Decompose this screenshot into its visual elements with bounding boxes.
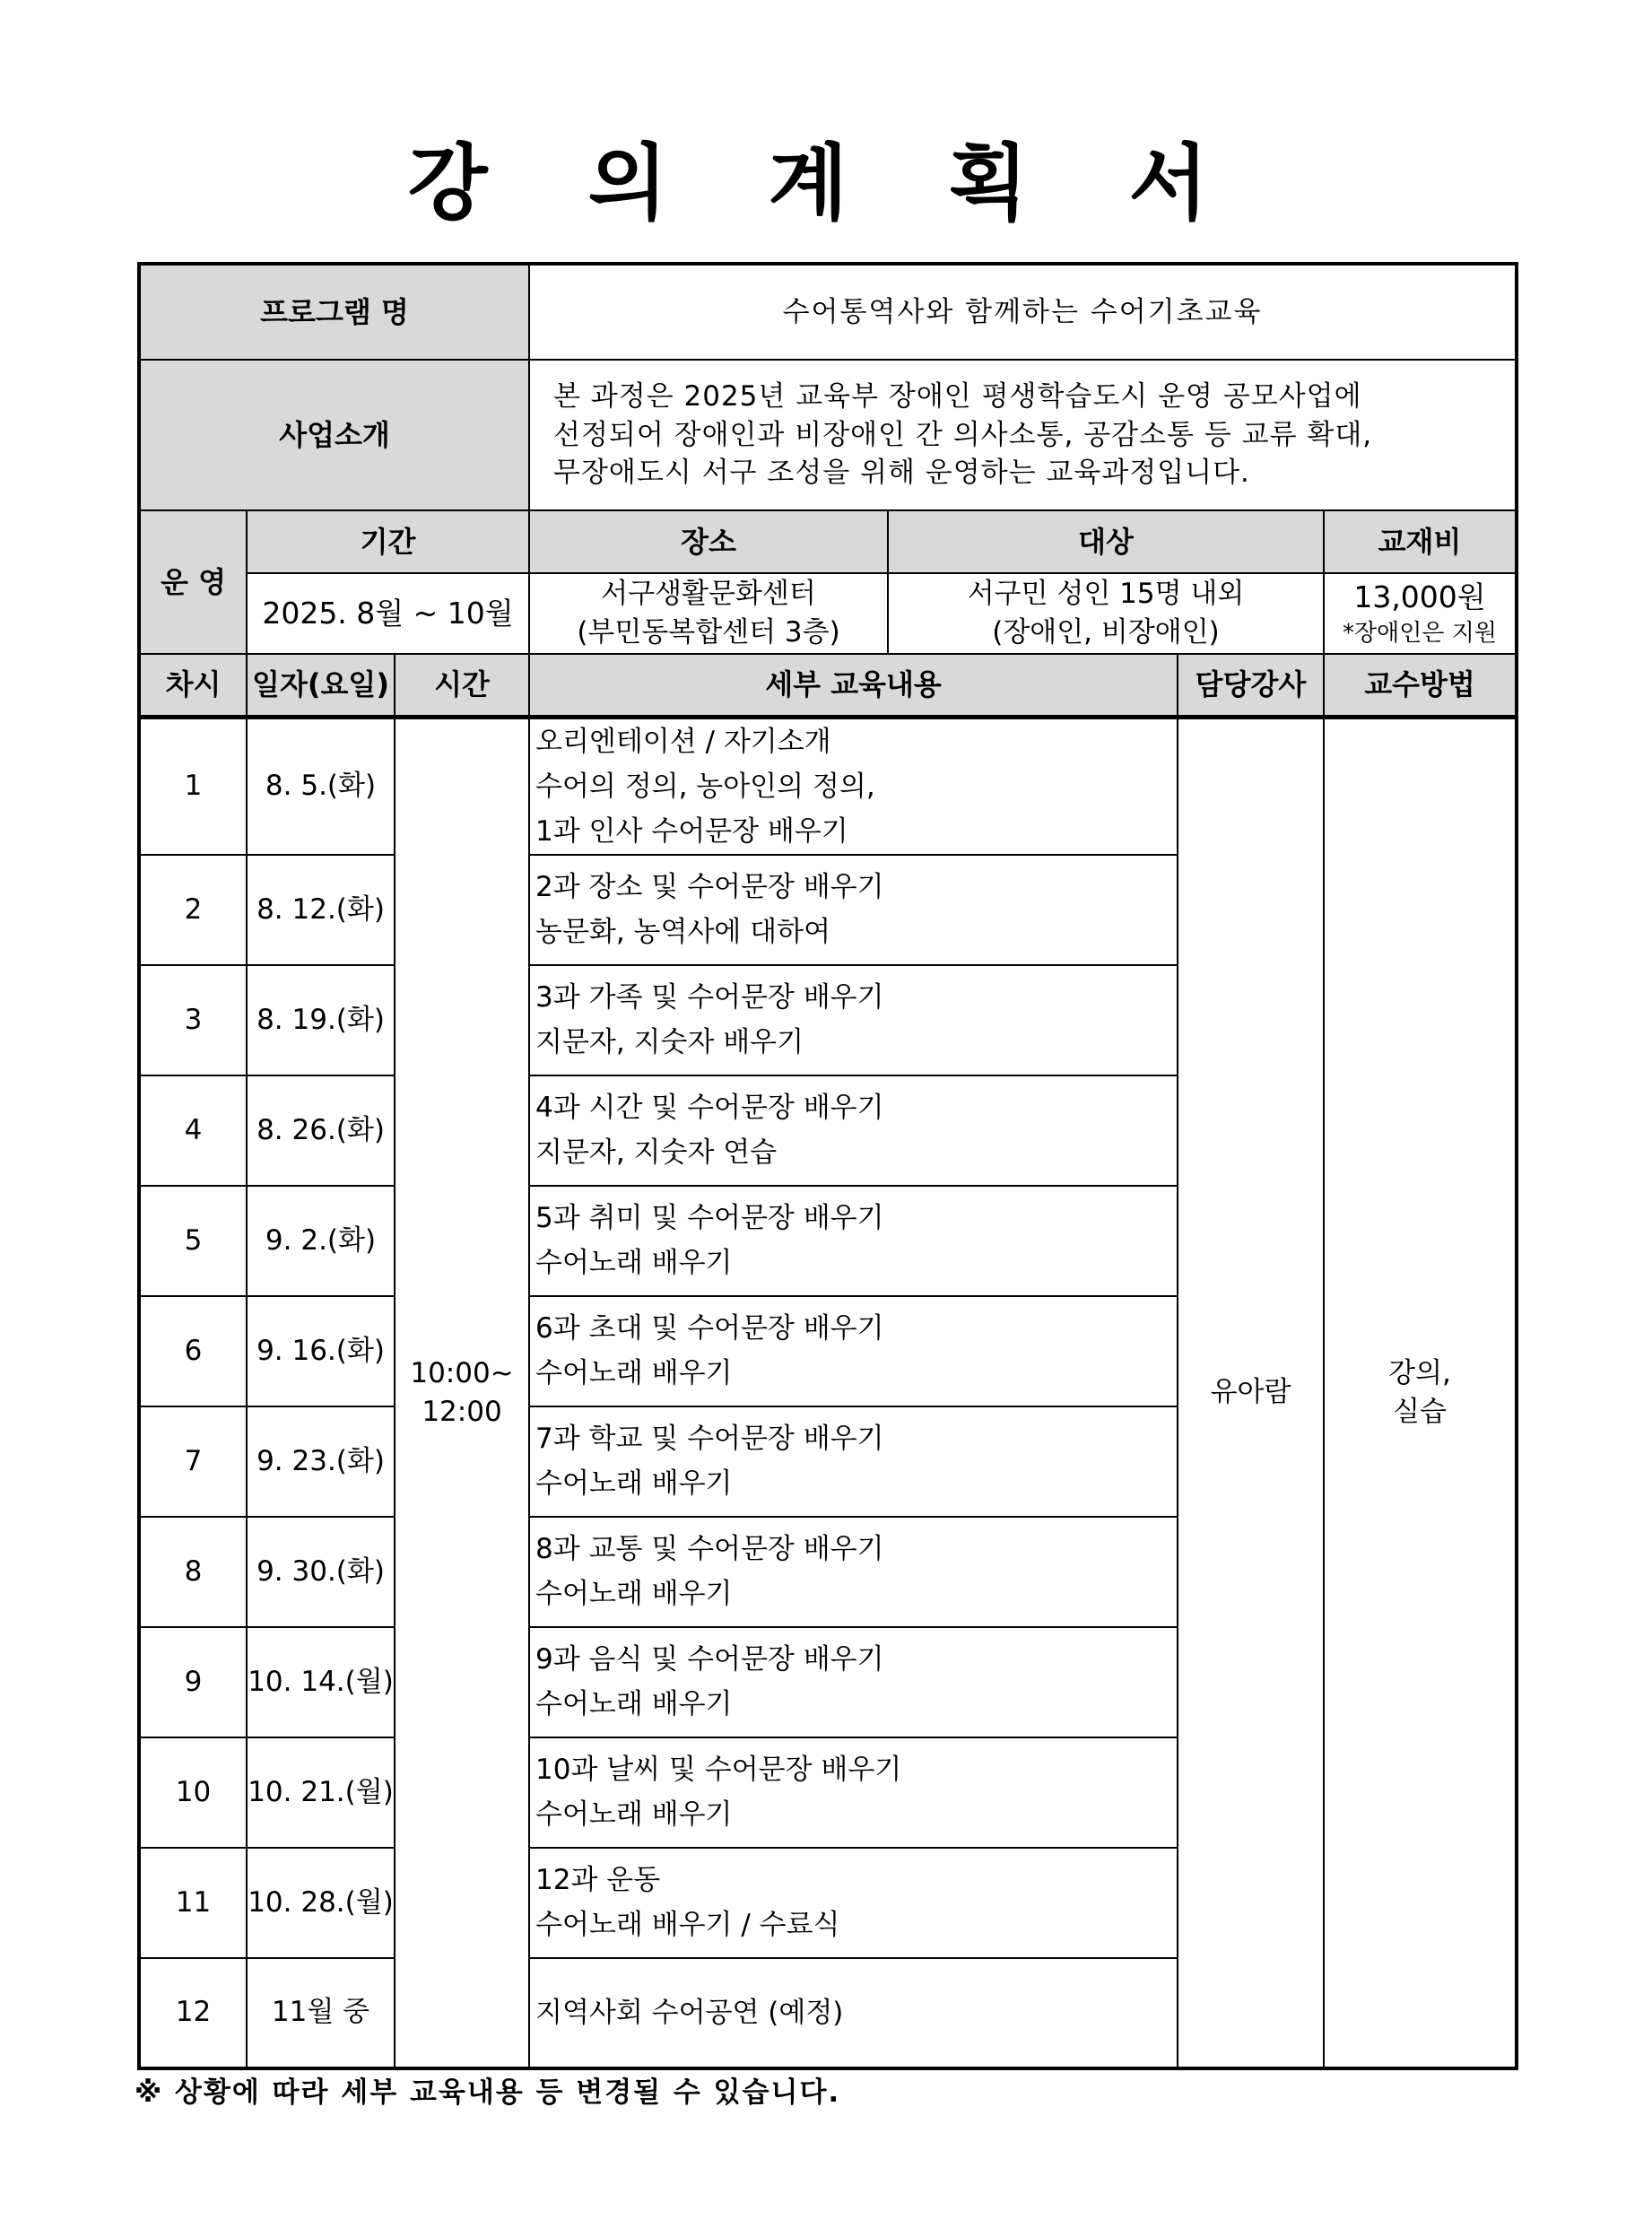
content-line: 수어노래 배우기 bbox=[535, 1688, 733, 1720]
place-line: 서구생활문화센터 bbox=[601, 578, 816, 611]
method-line: 강의, bbox=[1388, 1356, 1451, 1389]
session-number: 1 bbox=[139, 717, 247, 855]
session-content bbox=[529, 717, 1178, 855]
content-line: 수어노래 배우기 bbox=[535, 1467, 733, 1500]
operation-header-row bbox=[139, 510, 1517, 573]
content-line: 수어노래 배우기 bbox=[535, 1247, 733, 1279]
schedule-body bbox=[139, 717, 1517, 2068]
content-line: 오리엔테이션 / 자기소개 bbox=[535, 725, 831, 758]
program-name: 수어통역사와 함께하는 수어기초교육 bbox=[529, 264, 1517, 360]
session-date: 8. 12.(화) bbox=[247, 855, 395, 965]
session-content bbox=[529, 1406, 1178, 1517]
session-content bbox=[529, 1627, 1178, 1737]
operation-values-row bbox=[139, 573, 1517, 654]
content-line: 수어노래 배우기 bbox=[535, 1357, 733, 1389]
time-header: 시간 bbox=[395, 654, 529, 717]
footnote: ※ 상황에 따라 세부 교육내용 등 변경될 수 있습니다. bbox=[135, 2076, 841, 2109]
session-number: 10 bbox=[139, 1737, 247, 1848]
place-header: 장소 bbox=[529, 510, 888, 573]
session-content bbox=[529, 1517, 1178, 1627]
intro-label: 사업소개 bbox=[139, 360, 529, 510]
session-number: 5 bbox=[139, 1186, 247, 1296]
session-number: 12 bbox=[139, 1958, 247, 2068]
date-header: 일자(요일) bbox=[247, 654, 395, 717]
session-content bbox=[529, 1848, 1178, 1958]
content-line: 수어의 정의, 농아인의 정의, bbox=[535, 770, 875, 803]
session-date: 8. 5.(화) bbox=[247, 717, 395, 855]
session-content bbox=[529, 855, 1178, 965]
content-line: 1과 인사 수어문장 배우기 bbox=[535, 814, 848, 848]
session-content bbox=[529, 1075, 1178, 1186]
intro-text bbox=[529, 360, 1517, 510]
session-date: 10. 21.(월) bbox=[247, 1737, 395, 1848]
content-line: 9과 음식 및 수어문장 배우기 bbox=[535, 1643, 884, 1676]
target-header: 대상 bbox=[888, 510, 1324, 573]
content-line: 수어노래 배우기 / 수료식 bbox=[535, 1909, 840, 1941]
session-date: 8. 26.(화) bbox=[247, 1075, 395, 1186]
session-header: 차시 bbox=[139, 654, 247, 717]
intro-line: 무장애도시 서구 조성을 위해 운영하는 교육과정입니다. bbox=[553, 457, 1250, 490]
method-header: 교수방법 bbox=[1324, 654, 1517, 717]
session-content bbox=[529, 1296, 1178, 1406]
place-value bbox=[529, 573, 888, 654]
content-line: 3과 가족 및 수어문장 배우기 bbox=[535, 981, 884, 1014]
session-content bbox=[529, 1958, 1178, 2068]
teaching-method bbox=[1324, 717, 1517, 2068]
intro-line: 본 과정은 2025년 교육부 장애인 평생학습도시 운영 공모사업에 bbox=[553, 379, 1362, 413]
session-date: 9. 16.(화) bbox=[247, 1296, 395, 1406]
fee-header: 교재비 bbox=[1324, 510, 1517, 573]
program-row bbox=[139, 264, 1517, 360]
session-content bbox=[529, 965, 1178, 1075]
method-line: 실습 bbox=[1393, 1395, 1447, 1428]
program-label: 프로그램 명 bbox=[139, 264, 529, 360]
schedule-row bbox=[139, 717, 1517, 855]
session-content bbox=[529, 1737, 1178, 1848]
content-line: 4과 시간 및 수어문장 배우기 bbox=[535, 1092, 884, 1124]
session-number: 3 bbox=[139, 965, 247, 1075]
session-number: 4 bbox=[139, 1075, 247, 1186]
instructor-header: 담당강사 bbox=[1178, 654, 1324, 717]
intro-row bbox=[139, 360, 1517, 510]
target-value bbox=[888, 573, 1324, 654]
content-line: 5과 취미 및 수어문장 배우기 bbox=[535, 1202, 884, 1234]
session-number: 9 bbox=[139, 1627, 247, 1737]
session-content bbox=[529, 1186, 1178, 1296]
content-line: 지문자, 지숫자 연습 bbox=[535, 1136, 778, 1169]
content-line: 2과 장소 및 수어문장 배우기 bbox=[535, 871, 884, 903]
session-date: 10. 28.(월) bbox=[247, 1848, 395, 1958]
content-line: 12과 운동 bbox=[535, 1864, 661, 1896]
session-date: 10. 14.(월) bbox=[247, 1627, 395, 1737]
fee-note: *장애인은 지원 bbox=[1343, 619, 1497, 647]
session-number: 2 bbox=[139, 855, 247, 965]
session-number: 7 bbox=[139, 1406, 247, 1517]
content-line: 수어노래 배우기 bbox=[535, 1578, 733, 1610]
content-line: 10과 날씨 및 수어문장 배우기 bbox=[535, 1754, 902, 1786]
session-number: 11 bbox=[139, 1848, 247, 1958]
session-time bbox=[395, 717, 529, 2068]
time-line: 10:00~ bbox=[410, 1356, 514, 1389]
content-header: 세부 교육내용 bbox=[529, 654, 1178, 717]
session-date: 9. 2.(화) bbox=[247, 1186, 395, 1296]
period-value: 2025. 8월 ~ 10월 bbox=[247, 573, 529, 654]
content-line: 지문자, 지숫자 배우기 bbox=[535, 1026, 804, 1058]
document-title: 강 의 계 획 서 bbox=[407, 135, 1245, 231]
session-date: 8. 19.(화) bbox=[247, 965, 395, 1075]
session-date: 9. 23.(화) bbox=[247, 1406, 395, 1517]
instructor-name: 유아람 bbox=[1178, 717, 1324, 2068]
session-number: 6 bbox=[139, 1296, 247, 1406]
intro-line: 선정되어 장애인과 비장애인 간 의사소통, 공감소통 등 교류 확대, bbox=[553, 418, 1373, 451]
content-line: 7과 학교 및 수어문장 배우기 bbox=[535, 1423, 884, 1455]
target-line: 서구민 성인 15명 내외 bbox=[967, 578, 1245, 611]
period-header: 기간 bbox=[247, 510, 529, 573]
fee-amount: 13,000원 bbox=[1353, 579, 1486, 615]
content-line: 6과 초대 및 수어문장 배우기 bbox=[535, 1312, 884, 1345]
target-line: (장애인, 비장애인) bbox=[992, 616, 1220, 649]
content-line: 농문화, 농역사에 대하여 bbox=[535, 916, 831, 948]
content-line: 지역사회 수어공연 (예정) bbox=[535, 1996, 844, 2029]
operation-label: 운 영 bbox=[139, 510, 247, 654]
fee-value bbox=[1324, 573, 1517, 654]
session-number: 8 bbox=[139, 1517, 247, 1627]
session-date: 11월 중 bbox=[247, 1958, 395, 2068]
session-date: 9. 30.(화) bbox=[247, 1517, 395, 1627]
schedule-header-row bbox=[139, 654, 1517, 717]
lecture-plan-table bbox=[137, 262, 1518, 2070]
content-line: 8과 교통 및 수어문장 배우기 bbox=[535, 1533, 884, 1565]
time-line: 12:00 bbox=[422, 1395, 502, 1428]
content-line: 수어노래 배우기 bbox=[535, 1798, 733, 1831]
place-line: (부민동복합센터 3층) bbox=[577, 616, 840, 649]
